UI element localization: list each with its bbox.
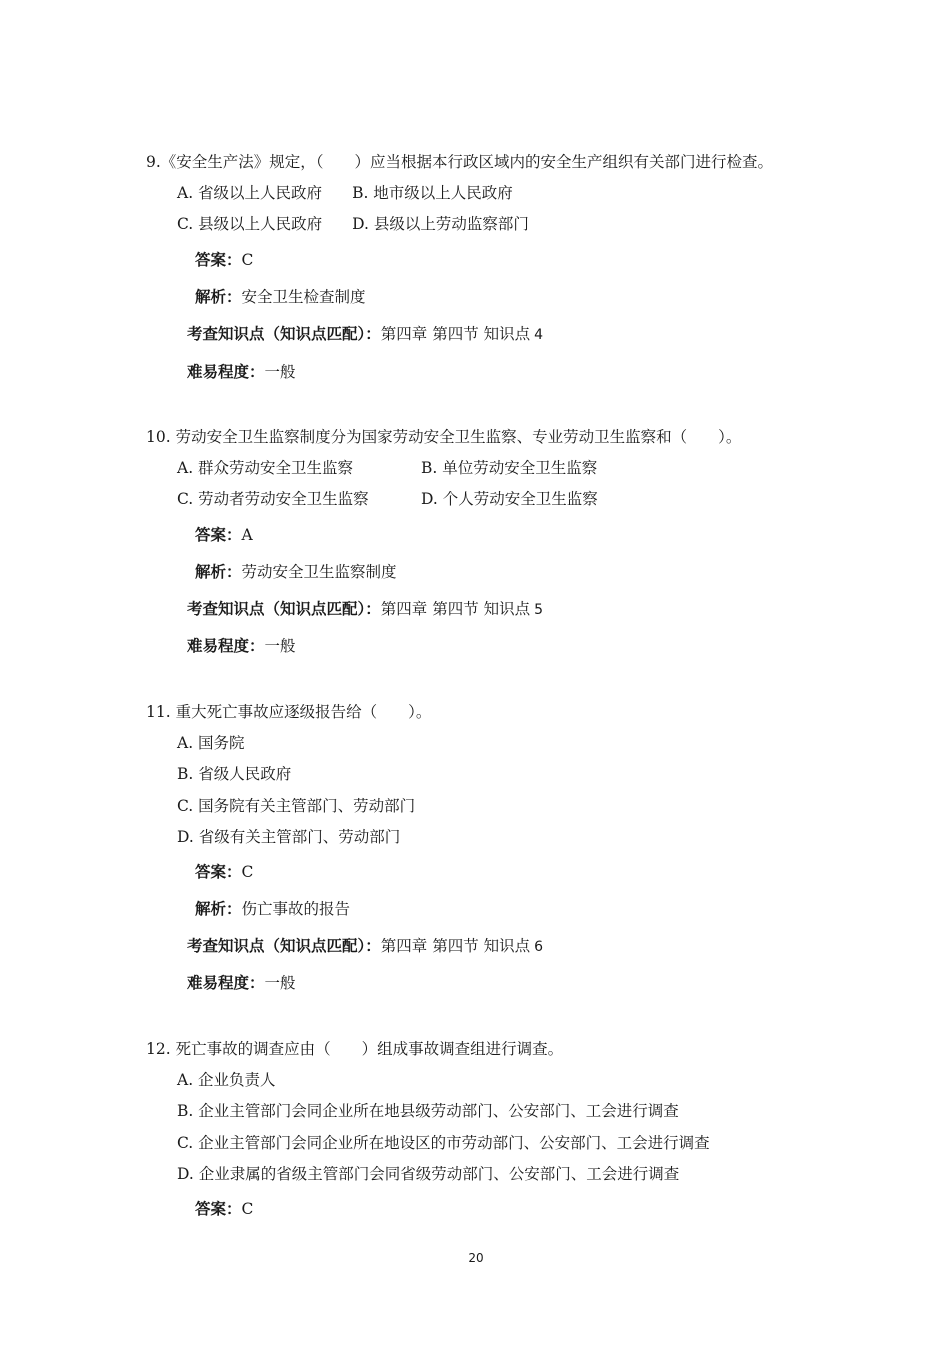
option-a: A. 省级以上人民政府 [177,184,323,202]
analysis-label: 解析： [195,563,242,581]
option-a: A. 国务院 [177,734,245,752]
difficulty-label: 难易程度： [187,363,265,381]
option-b: B. 省级人民政府 [177,765,292,783]
question-9-stem: 9.《安全生产法》规定，（ ）应当根据本行政区域内的安全生产组织有关部门进行检查。 [146,153,774,171]
answer-value: A [241,526,253,544]
option-d: D. 省级有关主管部门、劳动部门 [177,828,401,846]
question-9-options-row-1 [177,183,513,203]
question-12-stem: 12. 死亡事故的调查应由（ ）组成事故调查组进行调查。 [146,1040,564,1058]
question-11-difficulty [187,973,296,993]
question-9-options-row-2 [177,214,529,234]
question-12-answer [195,1199,253,1219]
option-d: D. 县级以上劳动监察部门 [352,215,529,233]
question-11-knowledge [187,936,543,957]
question-9-answer [195,250,253,270]
answer-value: C [241,251,254,269]
answer-label: 答案： [195,526,242,544]
option-a: A. 群众劳动安全卫生监察 [177,459,354,477]
question-10-options-row-2 [177,489,598,509]
difficulty-value: 一般 [264,974,296,992]
question-9-analysis [195,287,366,307]
analysis-value: 劳动安全卫生监察制度 [241,563,397,581]
difficulty-value: 一般 [264,637,296,655]
option-d: D. 个人劳动安全卫生监察 [421,490,598,508]
difficulty-value: 一般 [264,363,296,381]
option-b: B. 企业主管部门会同企业所在地县级劳动部门、公安部门、工会进行调查 [177,1102,679,1120]
question-10-answer [195,525,253,545]
analysis-value: 伤亡事故的报告 [241,900,351,918]
answer-value: C [241,863,254,881]
option-a: A. 企业负责人 [177,1071,276,1089]
question-10-stem: 10. 劳动安全卫生监察制度分为国家劳动安全卫生监察、专业劳动卫生监察和（ ）。 [146,428,742,446]
knowledge-number: 5 [534,602,544,618]
difficulty-label: 难易程度： [187,974,265,992]
analysis-label: 解析： [195,288,242,306]
knowledge-number: 4 [534,327,544,343]
question-11-stem: 11. 重大死亡事故应逐级报告给（ ）。 [146,703,432,721]
answer-label: 答案： [195,1200,242,1218]
option-d: D. 企业隶属的省级主管部门会同省级劳动部门、公安部门、工会进行调查 [177,1165,680,1183]
answer-value: C [241,1200,254,1218]
option-b: B. 地市级以上人民政府 [352,184,513,202]
page-number: 20 [468,1251,484,1265]
question-11-answer [195,862,253,882]
question-9-knowledge [187,324,543,345]
knowledge-label: 考查知识点（知识点匹配）： [187,600,381,618]
difficulty-label: 难易程度： [187,637,265,655]
question-10-options-row-1 [177,458,597,478]
question-11-analysis [195,899,350,919]
answer-label: 答案： [195,863,242,881]
answer-label: 答案： [195,251,242,269]
option-c: C. 企业主管部门会同企业所在地设区的市劳动部门、公安部门、工会进行调查 [177,1134,710,1152]
question-10-difficulty [187,636,296,656]
knowledge-value: 第四章 第四节 知识点 [380,937,531,955]
option-c: C. 国务院有关主管部门、劳动部门 [177,797,416,815]
knowledge-label: 考查知识点（知识点匹配）： [187,325,381,343]
knowledge-number: 6 [534,939,544,955]
knowledge-value: 第四章 第四节 知识点 [380,600,531,618]
analysis-value: 安全卫生检查制度 [241,288,366,306]
option-c: C. 县级以上人民政府 [177,215,323,233]
option-b: B. 单位劳动安全卫生监察 [421,459,598,477]
analysis-label: 解析： [195,900,242,918]
knowledge-value: 第四章 第四节 知识点 [380,325,531,343]
option-c: C. 劳动者劳动安全卫生监察 [177,490,369,508]
question-9-difficulty [187,362,296,382]
knowledge-label: 考查知识点（知识点匹配）： [187,937,381,955]
question-10-knowledge [187,599,543,620]
question-10-analysis [195,562,397,582]
